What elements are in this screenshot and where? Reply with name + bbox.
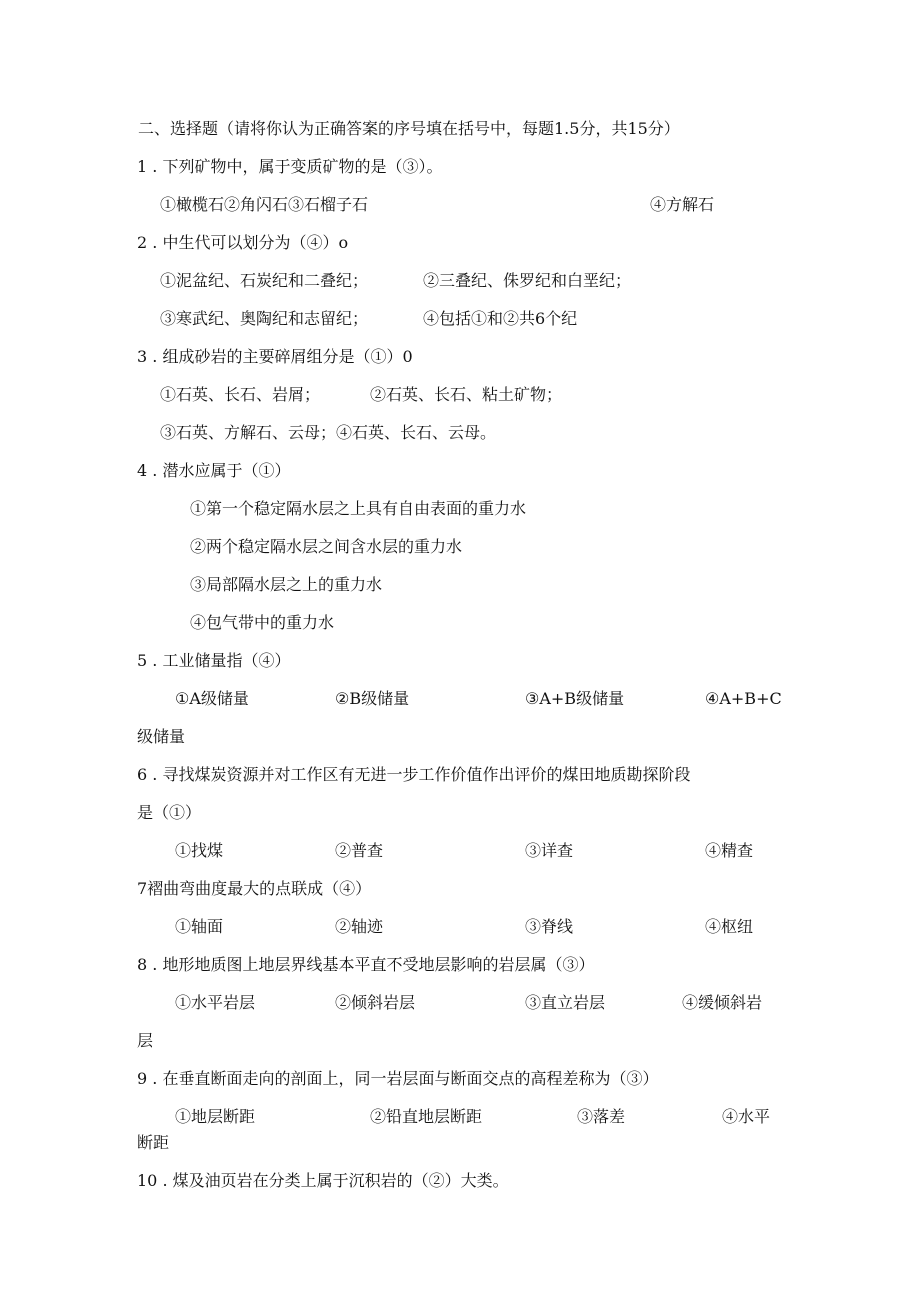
question-8-continuation: 层 (137, 1031, 154, 1050)
question-1-option: ①橄榄石②角闪石③石榴子石 (160, 195, 369, 214)
question-9-option: ④水平 (722, 1107, 771, 1126)
question-8-option: ③直立岩层 (525, 993, 606, 1012)
question-4-stem: 4 . 潜水应属于（①） (137, 461, 291, 480)
question-5-option: ④A+B+C (705, 689, 782, 708)
question-4-option: ④包气带中的重力水 (190, 613, 335, 632)
question-6-option: ①找煤 (175, 841, 224, 860)
question-1-option: ④方解石 (650, 195, 715, 214)
question-9-option: ③落差 (577, 1107, 626, 1126)
question-7-option: ④枢纽 (705, 917, 754, 936)
question-8-stem: 8 . 地形地质图上地层界线基本平直不受地层影响的岩层属（③） (137, 955, 595, 974)
question-10-stem: 10 . 煤及油页岩在分类上属于沉积岩的（②）大类。 (137, 1171, 509, 1190)
question-6-option: ③详查 (525, 841, 574, 860)
question-7-option: ③脊线 (525, 917, 574, 936)
question-4-option: ①第一个稳定隔水层之上具有自由表面的重力水 (190, 499, 527, 518)
question-3-option: ②石英、长石、粘土矿物； (370, 385, 563, 404)
question-7-option: ②轴迹 (335, 917, 384, 936)
question-5-option: ②B级储量 (335, 689, 410, 708)
question-5-continuation: 级储量 (137, 727, 186, 746)
question-2-option: ②三叠纪、侏罗纪和白垩纪； (423, 271, 632, 290)
question-3-option: ①石英、长石、岩屑； (160, 385, 321, 404)
question-9-continuation: 断距 (137, 1133, 170, 1152)
question-5-option: ③A+B级储量 (525, 689, 625, 708)
question-2-option: ①泥盆纪、石炭纪和二叠纪； (160, 271, 369, 290)
question-3-stem: 3 . 组成砂岩的主要碎屑组分是（①）0 (137, 347, 413, 366)
question-1-stem: 1 . 下列矿物中，属于变质矿物的是（③）。 (137, 157, 443, 176)
section-heading: 二、选择题（请将你认为正确答案的序号填在括号中，每题1.5分，共15分） (138, 119, 680, 138)
question-4-option: ③局部隔水层之上的重力水 (190, 575, 383, 594)
question-4-option: ②两个稳定隔水层之间含水层的重力水 (190, 537, 463, 556)
question-9-option: ①地层断距 (175, 1107, 256, 1126)
question-5-option: ①A级储量 (175, 689, 249, 708)
question-8-option: ④缓倾斜岩 (682, 993, 763, 1012)
question-9-stem: 9 . 在垂直断面走向的剖面上，同一岩层面与断面交点的高程差称为（③） (137, 1069, 659, 1088)
question-6-option: ④精查 (705, 841, 754, 860)
question-7-stem: 7褶曲弯曲度最大的点联成（④） (137, 879, 372, 898)
question-8-option: ②倾斜岩层 (335, 993, 416, 1012)
question-3-option: ③石英、方解石、云母；④石英、长石、云母。 (160, 423, 497, 442)
question-5-stem: 5 . 工业储量指（④） (137, 651, 291, 670)
question-2-stem: 2 . 中生代可以划分为（④）o (137, 233, 349, 252)
question-9-option: ②铅直地层断距 (370, 1107, 483, 1126)
question-2-option: ③寒武纪、奥陶纪和志留纪； (160, 309, 369, 328)
question-6-stem: 6 . 寻找煤炭资源并对工作区有无进一步工作价值作出评价的煤田地质勘探阶段 (137, 765, 691, 784)
question-8-option: ①水平岩层 (175, 993, 256, 1012)
question-6-stem-continuation: 是（①） (137, 803, 202, 822)
question-2-option: ④包括①和②共6个纪 (423, 309, 578, 328)
question-6-option: ②普查 (335, 841, 384, 860)
question-7-option: ①轴面 (175, 917, 224, 936)
